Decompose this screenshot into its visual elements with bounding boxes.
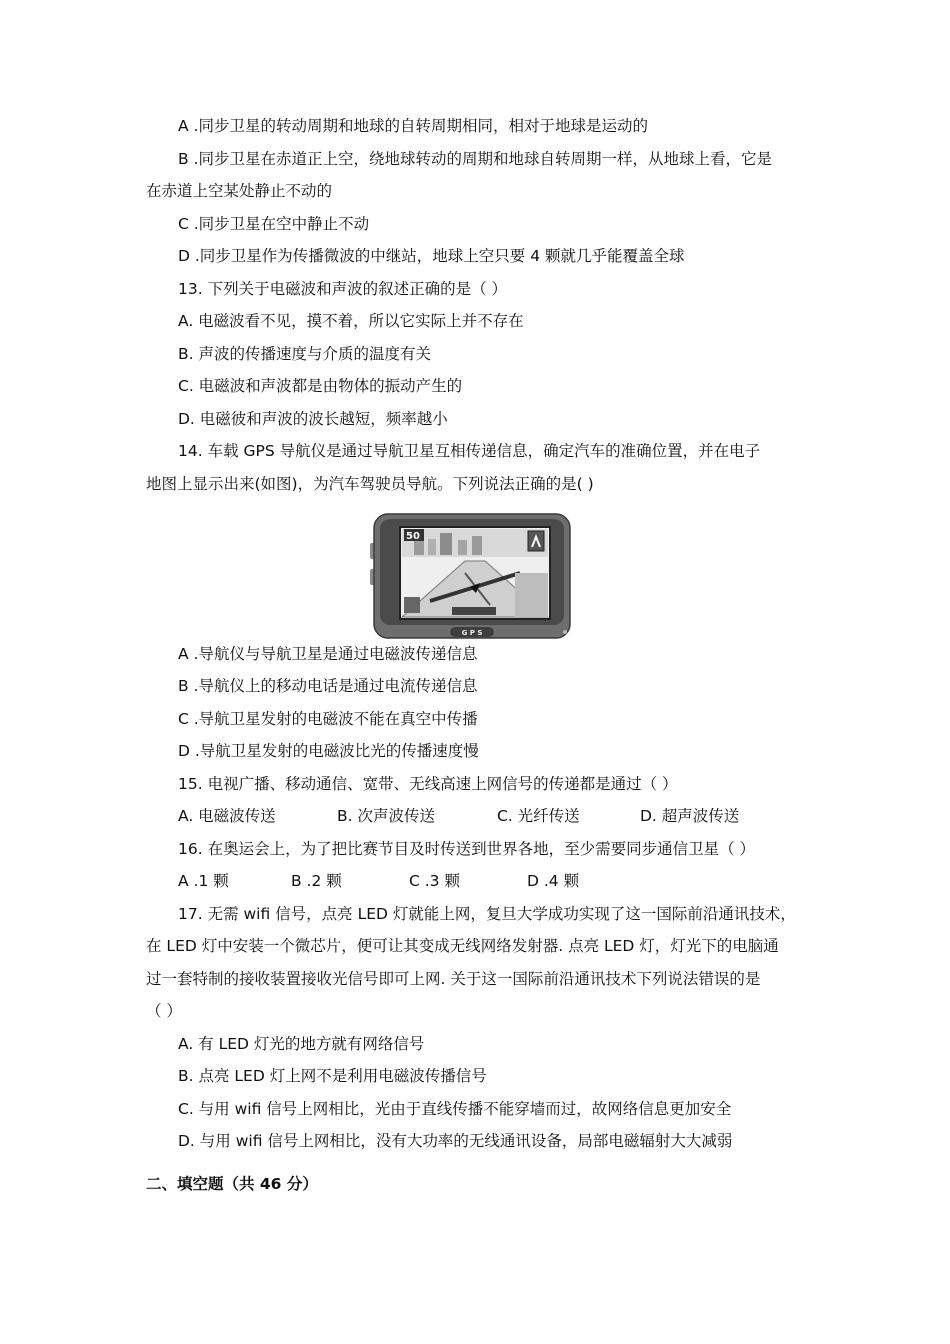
power-led bbox=[563, 630, 567, 634]
map-building bbox=[428, 539, 436, 555]
q14-stem-line1: 14. 车载 GPS 导航仪是通过导航卫星互相传递信息，确定汽车的准确位置，并在电子 bbox=[178, 442, 761, 460]
map-side-panel bbox=[515, 573, 548, 617]
q16-option-d: D .4 颗 bbox=[527, 872, 580, 890]
q12-option-b-continued: 在赤道上空某处静止不动的 bbox=[146, 182, 333, 200]
q17-stem-line3: 过一套特制的接收装置接收光信号即可上网. 关于这一国际前沿通讯技术下列说法错误的是 bbox=[146, 970, 761, 988]
brand-label: G P S bbox=[461, 629, 483, 637]
q14-option-c: C .导航卫星发射的电磁波不能在真空中传播 bbox=[178, 710, 478, 728]
screen-number: 50 bbox=[406, 531, 420, 542]
section-2-title: 二、填空题（共 46 分） bbox=[146, 1175, 318, 1193]
gps-navigator-figure bbox=[370, 513, 576, 641]
q14-option-d: D .导航卫星发射的电磁波比光的传播速度慢 bbox=[178, 742, 479, 760]
map-building bbox=[458, 540, 467, 555]
q13-stem: 13. 下列关于电磁波和声波的叙述正确的是（ ） bbox=[178, 280, 508, 298]
q17-option-b: B. 点亮 LED 灯上网不是利用电磁波传播信号 bbox=[178, 1067, 487, 1085]
menu-button-icon bbox=[404, 597, 420, 613]
q13-option-d: D. 电磁彼和声波的波长越短，频率越小 bbox=[178, 410, 448, 428]
q12-option-a: A .同步卫星的转动周期和地球的自转周期相同，相对于地球是运动的 bbox=[178, 117, 648, 135]
q15-option-a: A. 电磁波传送 bbox=[178, 807, 276, 825]
street-name-bar bbox=[452, 607, 496, 615]
turn-arrow-icon bbox=[528, 531, 544, 551]
map-building bbox=[440, 533, 452, 555]
q17-answer-blank: （ ） bbox=[146, 1002, 182, 1020]
q17-option-d: D. 与用 wifi 信号上网相比，没有大功率的无线通讯设备，局部电磁辐射大大减弱 bbox=[178, 1132, 733, 1150]
q12-option-c: C .同步卫星在空中静止不动 bbox=[178, 215, 370, 233]
q15-option-d: D. 超声波传送 bbox=[640, 807, 740, 825]
q13-option-b: B. 声波的传播速度与介质的温度有关 bbox=[178, 345, 431, 363]
q17-option-c: C. 与用 wifi 信号上网相比，光由于直线传播不能穿墙而过，故网络信息更加安全 bbox=[178, 1100, 732, 1118]
q17-option-a: A. 有 LED 灯光的地方就有网络信号 bbox=[178, 1035, 425, 1053]
q14-option-a: A .导航仪与导航卫星是通过电磁波传递信息 bbox=[178, 645, 478, 663]
q16-stem: 16. 在奥运会上，为了把比赛节目及时传送到世界各地，至少需要同步通信卫星（ ） bbox=[178, 840, 756, 858]
q16-option-a: A .1 颗 bbox=[178, 872, 229, 890]
q13-option-c: C. 电磁波和声波都是由物体的振动产生的 bbox=[178, 377, 463, 395]
q12-option-d: D .同步卫星作为传播微波的中继站，地球上空只要 4 颗就几乎能覆盖全球 bbox=[178, 247, 685, 265]
map-building bbox=[472, 536, 482, 555]
q16-option-c: C .3 颗 bbox=[409, 872, 460, 890]
q14-option-b: B .导航仪上的移动电话是通过电流传递信息 bbox=[178, 677, 478, 695]
q12-option-b: B .同步卫星在赤道正上空，绕地球转动的周期和地球自转周期一样，从地球上看，它是 bbox=[178, 150, 772, 168]
q15-option-b: B. 次声波传送 bbox=[337, 807, 435, 825]
q17-stem-line1: 17. 无需 wifi 信号，点亮 LED 灯就能上网，复旦大学成功实现了这一国际前沿通讯技术， bbox=[178, 905, 796, 923]
q14-stem-line2: 地图上显示出来(如图)，为汽车驾驶员导航。下列说法正确的是( ) bbox=[146, 475, 594, 493]
q16-option-b: B .2 颗 bbox=[291, 872, 342, 890]
q15-option-c: C. 光纤传送 bbox=[497, 807, 580, 825]
q17-stem-line2: 在 LED 灯中安装一个微芯片，便可让其变成无线网络发射器. 点亮 LED 灯，灯光下的电脑通 bbox=[146, 937, 779, 955]
q15-stem: 15. 电视广播、移动通信、宽带、无线高速上网信号的传递都是通过（ ） bbox=[178, 775, 678, 793]
q13-option-a: A. 电磁波看不见，摸不着，所以它实际上并不存在 bbox=[178, 312, 524, 330]
